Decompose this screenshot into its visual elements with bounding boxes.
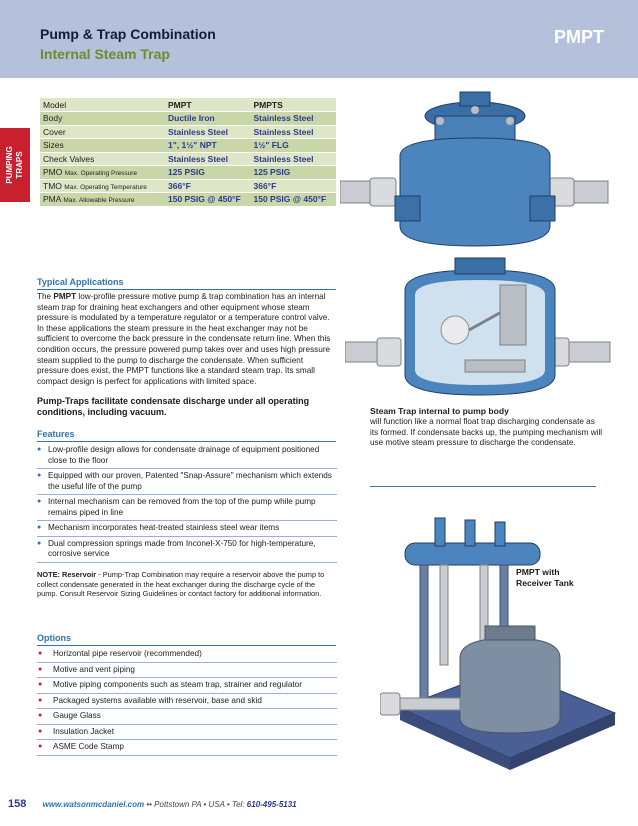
typical-highlight: Pump-Traps facilitate condensate discharge under all operating conditions, including vacuum. xyxy=(37,396,310,417)
spec-table xyxy=(40,98,336,207)
receiver-caption-line2: Receiver Tank xyxy=(516,577,574,588)
spec-label xyxy=(40,112,165,126)
typical-rule xyxy=(37,289,336,290)
receiver-caption-line1: PMPT with xyxy=(516,567,560,577)
spec-value: 1", 1½" NPT xyxy=(165,139,251,153)
features-list xyxy=(37,443,337,563)
spec-value: 1½" FLG xyxy=(251,139,337,153)
spec-row xyxy=(40,139,336,153)
reservoir-note xyxy=(37,570,337,599)
features-rule xyxy=(37,441,336,442)
list-item: ● Mechanism incorporates heat-treated stainless steel wear items xyxy=(37,521,337,537)
section-side-tab xyxy=(0,128,30,202)
spec-row xyxy=(40,166,336,180)
spec-row xyxy=(40,98,336,112)
spec-value: 150 PSIG @ 450°F xyxy=(251,193,337,207)
footer-location-text: Pottstown PA • USA • Tel: xyxy=(154,800,245,809)
page-subtitle: Internal Steam Trap xyxy=(40,46,170,62)
options-list xyxy=(37,647,337,756)
spec-label-text: PMA xyxy=(43,194,61,205)
spec-value: Stainless Steel xyxy=(165,125,251,139)
spec-label xyxy=(40,98,165,112)
note-text: - Pump-Trap Combination may require a reservoir above the pump to collect condensate generated in the heat exchanger during the discharge cycle of the pump. Consult Reservoir Sizing Guidelines or contact factory for additional information. xyxy=(37,570,325,599)
spec-value: 150 PSIG @ 450°F xyxy=(165,193,251,207)
pump-exterior-image xyxy=(340,86,620,261)
spec-label-text: TMO xyxy=(43,180,62,191)
spec-value: 366°F xyxy=(251,179,337,193)
product-code: PMPT xyxy=(553,27,604,47)
side-tab-line1: PUMPING xyxy=(5,146,14,184)
list-item: ● Insulation Jacket xyxy=(37,725,337,741)
page-number: 158 xyxy=(8,798,27,810)
spec-row xyxy=(40,152,336,166)
spec-row xyxy=(40,193,336,207)
side-tab-line2: TRAPS xyxy=(15,151,24,179)
spec-value: Stainless Steel xyxy=(251,152,337,166)
features-heading: Features xyxy=(37,429,75,439)
spec-value: Stainless Steel xyxy=(251,112,337,126)
list-item: ● ASME Code Stamp xyxy=(37,740,337,756)
page-footer xyxy=(8,798,297,810)
receiver-tank-caption xyxy=(516,567,574,588)
spec-label-text: Body xyxy=(43,113,63,124)
spec-value: PMPTS xyxy=(251,98,337,112)
spec-label-sub: Max. Allowable Pressure xyxy=(63,197,135,205)
pump-cutaway-image xyxy=(345,250,615,400)
page-header xyxy=(0,0,638,78)
spec-row xyxy=(40,112,336,126)
list-item: ● Low-profile design allows for condensate drainage of equipment positioned close to the floor xyxy=(37,443,337,469)
spec-label-text: Model xyxy=(43,99,67,110)
spec-value: 366°F xyxy=(165,179,251,193)
spec-label-sub: Max. Operating Temperature xyxy=(64,183,147,191)
spec-label xyxy=(40,125,165,139)
note-label: NOTE: Reservoir xyxy=(37,570,97,579)
spec-label-sub: Max. Operating Pressure xyxy=(64,170,138,178)
spec-row xyxy=(40,179,336,193)
list-item: ● Horizontal pipe reservoir (recommended) xyxy=(37,647,337,663)
options-heading: Options xyxy=(37,633,71,643)
page-title: Pump & Trap Combination xyxy=(40,26,216,42)
typical-applications-heading: Typical Applications xyxy=(37,277,124,287)
typical-applications-text xyxy=(37,292,337,387)
steam-trap-caption-text: will function like a normal float trap discharging condensate as its formed. If condensate backs up, the pumping mechanism will use motive steam pressure to discharge the condensate. xyxy=(370,417,603,448)
list-item: ● Motive and vent piping xyxy=(37,663,337,679)
typical-lead-bold: PMPT xyxy=(53,292,77,301)
website-link[interactable]: www.watsonmcdaniel.com xyxy=(42,800,145,809)
spec-value: PMPT xyxy=(165,98,251,112)
spec-value: 125 PSIG xyxy=(165,166,251,180)
list-item: ● Motive piping components such as steam trap, strainer and regulator xyxy=(37,678,337,694)
footer-phone: 610-495-5131 xyxy=(246,800,297,809)
options-rule xyxy=(37,645,336,646)
list-item: ● Gauge Glass xyxy=(37,709,337,725)
spec-value: Stainless Steel xyxy=(165,152,251,166)
spec-label xyxy=(40,179,165,193)
list-item: ● Equipped with our proven, Patented "Snap-Assure" mechanism which extends the useful life of the pump xyxy=(37,469,337,495)
spec-label xyxy=(40,139,165,153)
typical-lead: The xyxy=(37,292,54,301)
steam-trap-caption xyxy=(370,406,605,449)
typical-body: low-profile pressure motive pump & trap combination has an internal steam trap for draining heat exchangers and other equipment whose steam pressure is modulated by a temperature regulator or a temperature control valve. In these applications the steam pressure in the heat exchanger may not be sufficient to overcome the back pressure in the condensate return line. When this condition occurs, the pressure powered pump takes over and uses high pressure steam supplied to the pump to discharge the condensate. When sufficient pressure does exist, the PMPT functions like a standard steam trap. Its small compact design is perfect for applications with limited space. xyxy=(37,292,331,386)
steam-trap-caption-title: Steam Trap internal to pump body xyxy=(370,406,509,416)
spec-label xyxy=(40,166,165,180)
spec-label xyxy=(40,193,165,207)
spec-label-text: PMO xyxy=(43,167,63,178)
footer-location: •• Pottstown PA • USA • Tel: xyxy=(146,800,245,809)
spec-row xyxy=(40,125,336,139)
spec-label-text: Check Valves xyxy=(43,153,95,164)
caption-rule xyxy=(370,486,596,487)
list-item: ● Dual compression springs made from Inconel-X-750 for high-temperature, corrosive service xyxy=(37,537,337,563)
list-item: ● Internal mechanism can be removed from the top of the pump while pump remains piped in line xyxy=(37,495,337,521)
spec-value: Ductile Iron xyxy=(165,112,251,126)
receiver-tank-image xyxy=(380,508,630,778)
spec-value: 125 PSIG xyxy=(251,166,337,180)
spec-value: Stainless Steel xyxy=(251,125,337,139)
spec-label xyxy=(40,152,165,166)
spec-label-text: Cover xyxy=(43,126,66,137)
spec-label-text: Sizes xyxy=(43,140,64,151)
list-item: ● Packaged systems available with reservoir, base and skid xyxy=(37,694,337,710)
